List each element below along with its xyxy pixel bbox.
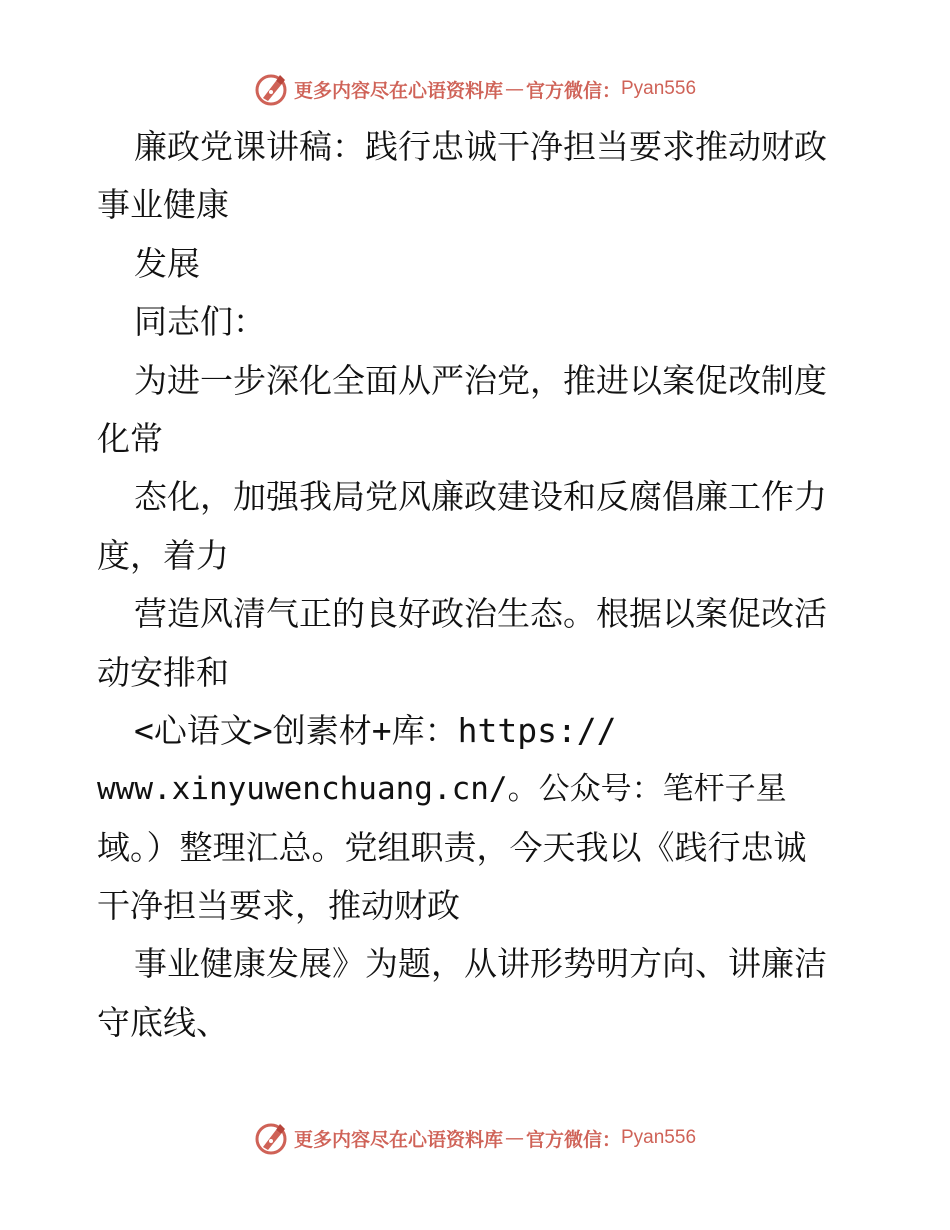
text-line: 态化，加强我局党风廉政建设和反腐倡廉工作力 <box>134 477 827 517</box>
banner-wechat-label: 官方微信： <box>525 1128 621 1151</box>
text-line: www.xinyuwenchuang.cn/。公众号：笔杆子星 <box>97 771 787 808</box>
banner-dash: — <box>504 1127 524 1149</box>
document-body <box>97 118 897 1052</box>
text-line: <心语文>创素材+库：https:// <box>134 710 617 750</box>
text-line: 干净担当要求，推动财政 <box>97 886 460 926</box>
banner-title: 更多内容尽在心语资料库 <box>293 79 503 102</box>
text-line: 为进一步深化全面从严治党，推进以案促改制度 <box>134 360 827 400</box>
text-line: 廉政党课讲稿：践行忠诚干净担当要求推动财政 <box>134 127 827 166</box>
banner-dash: — <box>504 78 524 100</box>
text-line: 同志们： <box>134 302 266 342</box>
text-line: 度，着力 <box>97 535 229 575</box>
header-banner <box>0 69 950 109</box>
text-line: 守底线、 <box>97 1002 229 1042</box>
text-line: 营造风清气正的良好政治生态。根据以案促改活 <box>134 594 827 634</box>
footer-banner <box>0 1118 950 1158</box>
banner-wechat-id: Pyan556 <box>621 78 697 99</box>
text-line: 动安排和 <box>97 652 229 692</box>
text-line: 事业健康 <box>97 185 229 225</box>
banner-wechat-id: Pyan556 <box>621 1127 697 1148</box>
pen-logo-icon <box>254 71 290 107</box>
text-line: 域。）整理汇总。党组职责，今天我以《践行忠诚 <box>97 827 807 867</box>
banner-wechat-label: 官方微信： <box>525 79 621 102</box>
text-line: 化常 <box>97 418 163 458</box>
banner-title: 更多内容尽在心语资料库 <box>293 1128 503 1151</box>
text-line: 发展 <box>134 243 200 283</box>
text-line: 事业健康发展》为题，从讲形势明方向、讲廉洁 <box>134 944 827 984</box>
pen-logo-icon <box>254 1120 290 1156</box>
